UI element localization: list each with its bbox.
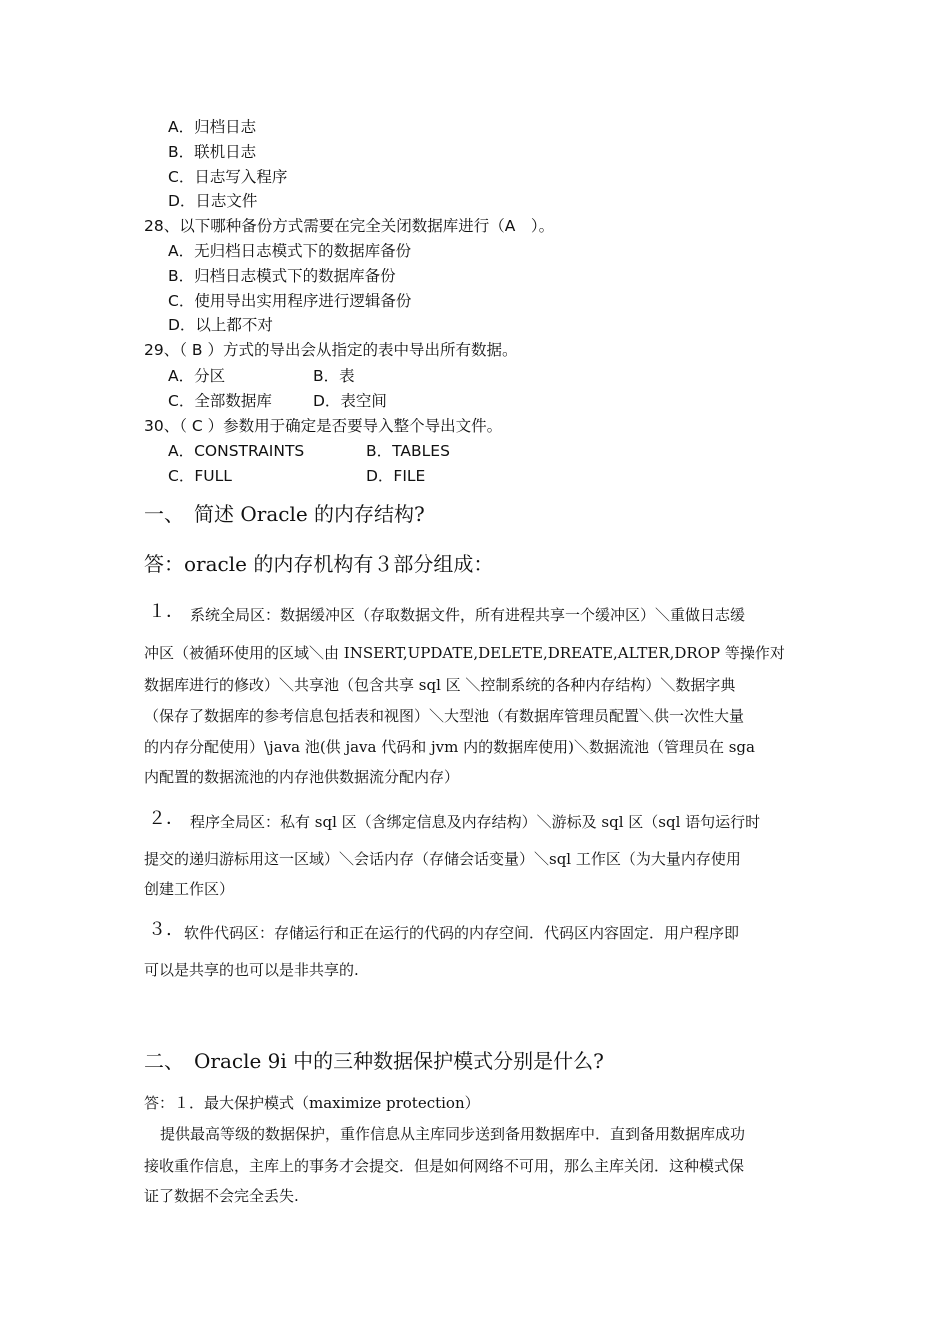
q30-option-c: C．FULL [168, 467, 232, 485]
section-2-paragraph-line-1: 提供最高等级的数据保护，重作信息从主库同步送到备用数据库中．直到备用数据库成功 [160, 1125, 746, 1143]
paragraph-1-line-1: 系统全局区：数据缓冲区（存取数据文件，所有进程共享一个缓冲区）＼重做日志缓 [190, 606, 746, 624]
q29-option-c: C．全部数据库 [168, 392, 272, 410]
section-2-paragraph-line-3: 证了数据不会完全丢失. [144, 1187, 299, 1205]
paragraph-1-line-5: 的内存分配使用）\java 池(供 java 代码和 jvm 内的数据库使用)＼数据流池（管理员在 sga [144, 738, 755, 756]
q30-option-a: A．CONSTRAINTS [168, 442, 305, 460]
paragraph-2-line-2: 提交的递归游标用这一区域）＼会话内存（存储会话变量）＼sql 工作区（为大量内存使用 [144, 850, 741, 868]
q29-option-b: B．表 [313, 367, 355, 385]
section-2-heading: 二、 Oracle 9i 中的三种数据保护模式分别是什么? [144, 1049, 604, 1073]
paragraph-1-line-6: 内配置的数据流池的内存池供数据流分配内存） [144, 768, 460, 786]
section-1-answer-heading: 答：oracle 的内存机构有３部分组成： [144, 552, 494, 576]
paragraph-1-number: １． [148, 601, 184, 622]
section-2-paragraph-line-2: 接收重作信息，主库上的事务才会提交．但是如何网络不可用，那么主库关闭．这种模式保 [144, 1157, 745, 1175]
q28-option-a: A．无归档日志模式下的数据库备份 [168, 242, 412, 260]
q29-option-a: A．分区 [168, 367, 226, 385]
q29-option-d: D．表空间 [313, 392, 387, 410]
paragraph-3-line-2: 可以是共享的也可以是非共享的. [144, 961, 359, 979]
paragraph-2-line-1: 程序全局区：私有 sql 区（含绑定信息及内存结构）＼游标及 sql 区（sql 语句运行时 [190, 813, 761, 831]
q28-option-b: B．归档日志模式下的数据库备份 [168, 267, 396, 285]
paragraph-3-number: ３. [148, 919, 172, 940]
paragraph-1-line-3: 数据库进行的修改）＼共享池（包含共享 sql 区 ＼控制系统的各种内存结构）＼数据字典 [144, 676, 736, 694]
q27-option-a: A．归档日志 [168, 118, 257, 136]
section-2-answer-line: 答：１．最大保护模式（maximize protection） [144, 1094, 480, 1112]
q30-option-d: D．FILE [366, 467, 426, 485]
q28-option-c: C．使用导出实用程序进行逻辑备份 [168, 292, 412, 310]
q30-option-b: B．TABLES [366, 442, 450, 460]
question-28: 28、以下哪种备份方式需要在完全关闭数据库进行（A ）。 [144, 217, 555, 235]
q27-option-d: D．日志文件 [168, 192, 258, 210]
question-30: 30、（ C ）参数用于确定是否要导入整个导出文件。 [144, 417, 503, 435]
section-1-heading: 一、 简述 Oracle 的内存结构? [144, 502, 425, 526]
paragraph-2-line-3: 创建工作区） [144, 880, 235, 898]
q27-option-b: B．联机日志 [168, 143, 257, 161]
q27-option-c: C．日志写入程序 [168, 168, 288, 186]
paragraph-1-line-4: （保存了数据库的参考信息包括表和视图）＼大型池（有数据库管理员配置＼供一次性大量 [144, 707, 745, 725]
paragraph-3-line-1: 软件代码区：存储运行和正在运行的代码的内存空间．代码区内容固定．用户程序即 [184, 924, 740, 942]
question-29: 29、（ B ）方式的导出会从指定的表中导出所有数据。 [144, 341, 518, 359]
paragraph-2-number: ２． [148, 808, 184, 829]
paragraph-1-line-2: 冲区（被循环使用的区域＼由 INSERT,UPDATE,DELETE,DREATE,ALTER,DROP 等操作对 [144, 644, 785, 662]
q28-option-d: D．以上都不对 [168, 316, 273, 334]
